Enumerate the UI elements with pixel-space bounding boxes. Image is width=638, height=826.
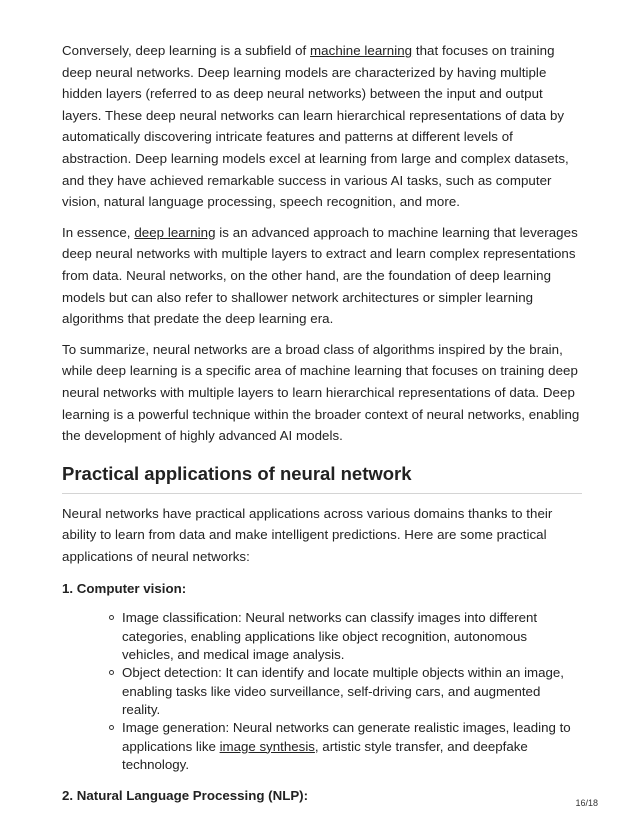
list-item-text: Image classification: Neural networks can classify images into different categories, enabling applications like object recognition, autonomous vehicles, and medical image analysis.	[122, 610, 538, 663]
paragraph-in-essence	[62, 222, 582, 330]
image-synthesis-link[interactable]: image synthesis	[219, 738, 315, 754]
list-item	[122, 609, 582, 664]
list-item	[122, 664, 582, 719]
computer-vision-list	[62, 609, 582, 774]
page-number: 16/18	[575, 798, 598, 808]
subsection-heading-nlp: 2. Natural Language Processing (NLP):	[62, 788, 309, 804]
list-item-text: , artistic style transfer, and deepfake technology.	[122, 738, 528, 772]
list-item-text: Image generation: Neural networks can generate realistic images, leading to applications like	[122, 720, 571, 754]
paragraph-summary: To summarize, neural networks are a broad class of algorithms inspired by the brain, while deep learning is a specific area of machine learning that focuses on training deep neural networks with multiple layers to learn hierarchical representations of data. Deep learning is a powerful technique within the broader context of neural networks, enabling the development of highly advanced AI models.	[62, 341, 580, 444]
subsection-heading-computer-vision: 1. Computer vision:	[62, 581, 187, 597]
section-intro: Neural networks have practical applications across various domains thanks to their ability to learn from data and make intelligent predictions. Here are some practical applications of neural networks:	[62, 505, 553, 564]
document-body	[62, 40, 582, 816]
paragraph-text: Conversely, deep learning is a subfield of	[62, 43, 311, 58]
paragraph-text: In essence,	[62, 224, 135, 240]
list-item	[122, 719, 582, 774]
section-heading: Practical applications of neural network	[62, 462, 582, 494]
paragraph-text: that focuses on training deep neural networks. Deep learning models are characterized by having multiple hidden layers (referred to as deep neural networks) between the input and output layers. These deep neural networks can learn hierarchical representations of data by automatically discovering intricate features and patterns at different levels of abstraction. Deep learning models excel at learning from large and complex datasets, and they have achieved remarkable success in various AI tasks, such as computer vision, natural language processing, speech recognition, and more.	[62, 43, 569, 210]
circle-bullet-icon	[109, 725, 114, 730]
deep-learning-link[interactable]: deep learning	[134, 224, 216, 240]
paragraph-text: is an advanced approach to machine learning that leverages deep neural networks with multiple layers to extract and learn complex representations from data. Neural networks, on the other hand, are the foundation of deep learning models but can also refer to shallower network architectures or simpler learning algorithms that predate the deep learning era.	[62, 224, 578, 327]
circle-bullet-icon	[109, 615, 114, 620]
circle-bullet-icon	[109, 670, 114, 675]
paragraph-deep-learning-subfield	[62, 40, 582, 213]
list-item-text: Object detection: It can identify and locate multiple objects within an image, enabling tasks like video surveillance, self-driving cars, and augmented reality.	[122, 665, 564, 717]
machine-learning-link[interactable]: machine learning	[310, 43, 413, 58]
